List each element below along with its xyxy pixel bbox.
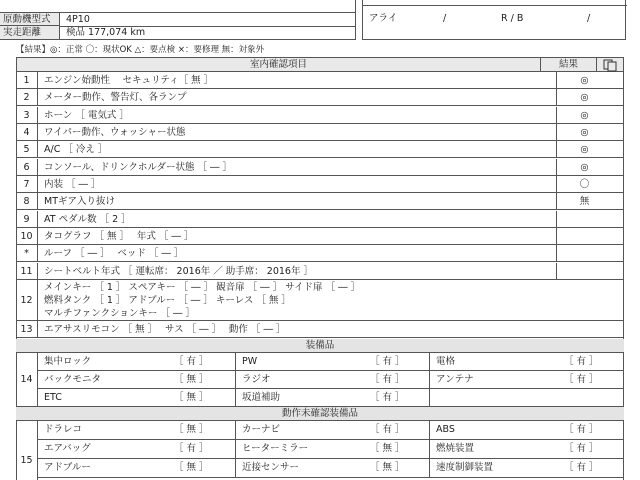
equipment-value: ［ 有 ］: [174, 356, 209, 367]
inspection-row: [16, 107, 624, 124]
equipment-header: [16, 339, 624, 353]
inspection-row-num: 1: [16, 72, 38, 88]
equipment-name: バックモニタ: [44, 374, 102, 385]
equipment-cell: [430, 389, 624, 407]
equipment-cell: [430, 440, 624, 459]
inspection-row-num: 4: [16, 124, 38, 140]
unverified-title: 動作未確認装備品: [281, 408, 358, 419]
info-table: [0, 0, 356, 40]
inspection-row: [16, 211, 624, 228]
equipment-name: 速度制御装置: [436, 462, 494, 473]
equipment-num-label: 14: [20, 374, 33, 385]
row-13: [16, 321, 624, 338]
inspection-row: [16, 193, 624, 210]
inspection-row: [16, 263, 624, 280]
inspection-row-num: 10: [16, 228, 38, 244]
inspection-row: [16, 176, 624, 193]
equipment-name: ETC: [44, 392, 62, 403]
equipment-value: ［ 有 ］: [564, 356, 599, 367]
inspection-row-result: [556, 263, 612, 279]
arai-table: [362, 0, 626, 40]
inspection-row-num: 8: [16, 193, 38, 209]
equipment-name: 電格: [436, 356, 456, 367]
inspection-row-num: 7: [16, 176, 38, 192]
unverified-num: [16, 421, 38, 480]
equipment-cell: [430, 353, 624, 371]
inspection-row-num: 5: [16, 141, 38, 157]
inspection-row-result: 〇: [556, 176, 612, 192]
inspection-row: [16, 89, 624, 106]
row-12-line-2: 燃料タンク ［ 1 ］ アドブルー ［ ― ］ キーレス ［ 無 ］: [44, 295, 291, 306]
equipment-value: ［ 有 ］: [370, 424, 405, 435]
inspection-header: [17, 58, 540, 72]
inspection-row-result: [556, 228, 612, 244]
arai-slash-1: /: [443, 13, 447, 24]
equipment-name: ラジオ: [242, 374, 271, 385]
inspection-row-result: ◎: [556, 72, 612, 88]
inspection-row-num: 3: [16, 107, 38, 123]
row-13-label: エアサスリモコン ［ 無 ］ サス ［ ― ］ 動作 ［ ― ］: [44, 324, 286, 335]
equipment-name: エアバッグ: [44, 443, 91, 454]
result-legend: 【結果】◎：正常 〇：現状OK △：要点検 ×：要修理 無：対象外: [16, 45, 265, 55]
inspection-row-num: 2: [16, 89, 38, 105]
equipment-value: ［ 無 ］: [174, 462, 209, 473]
equipment-value: ［ 有 ］: [564, 374, 599, 385]
equipment-value: ［ 有 ］: [370, 374, 405, 385]
equipment-value: ［ 無 ］: [370, 462, 405, 473]
inspection-row: [16, 124, 624, 141]
inspection-row-label: AT ペダル数 ［ 2 ］: [44, 213, 131, 225]
equipment-cell: [38, 421, 236, 440]
equipment-value: ［ 無 ］: [174, 392, 209, 403]
inspection-row: [16, 141, 624, 158]
inspection-row-label: 内装 ［ ― ］: [44, 178, 101, 190]
equipment-cell: [236, 459, 430, 478]
result-header: [540, 58, 596, 72]
inspection-row-label: A/C ［ 冷え ］: [44, 144, 108, 156]
row-12-num: 12: [16, 280, 38, 321]
arai-label: アライ: [369, 13, 398, 24]
unverified-num-label: 15: [20, 455, 33, 466]
equipment-cell: [38, 440, 236, 459]
result-header-label: 結果: [558, 59, 578, 70]
equipment-cell: [38, 371, 236, 389]
inspection-row-label: ルーフ ［ ― ］ ベッド ［ ― ］: [44, 248, 184, 260]
inspection-row: [16, 159, 624, 176]
equipment-value: ［ 有 ］: [370, 356, 405, 367]
inspection-row-label: エンジン始動性 セキュリティ［ 無 ］: [44, 75, 214, 86]
row-13-num: 13: [16, 321, 38, 337]
inspection-header-title: 室内確認項目: [249, 59, 307, 70]
mileage-label: 実走距離: [3, 27, 42, 38]
unverified-header: [16, 407, 624, 421]
equipment-cell: [236, 421, 430, 440]
inspection-row-num: 9: [16, 211, 38, 227]
equipment-cell: [236, 440, 430, 459]
equipment-value: ［ 有 ］: [564, 462, 599, 473]
inspection-row-label: タコグラフ ［ 無 ］ 年式 ［ ― ］: [44, 230, 194, 242]
model-label: 原動機型式: [3, 14, 51, 25]
equipment-value: ［ 有 ］: [564, 424, 599, 435]
copy-icon[interactable]: [596, 58, 623, 72]
equipment-name: ABS: [436, 424, 455, 435]
inspection-row-result: ◎: [556, 107, 612, 123]
inspection-row-result: 無: [556, 193, 612, 209]
equipment-name: アドブルー: [44, 462, 91, 473]
mileage-label-cell: [0, 26, 60, 39]
equipment-value: ［ 無 ］: [370, 443, 405, 454]
row-12-line-3: マルチファンクションキー ［ ― ］: [44, 308, 195, 319]
inspection-row-result: ◎: [556, 89, 612, 105]
inspection-row-label: コンソール、ドリンクホルダー状態 ［ ― ］: [44, 161, 233, 173]
equipment-name: カーナビ: [242, 424, 281, 435]
inspection-row: [16, 72, 624, 89]
equipment-value: ［ 有 ］: [174, 443, 209, 454]
equipment-cell: [38, 389, 236, 407]
equipment-cell: [430, 371, 624, 389]
equipment-value: ［ 有 ］: [564, 443, 599, 454]
equipment-name: PW: [242, 356, 258, 367]
equipment-cell: [38, 353, 236, 371]
inspection-row-label: ワイパー動作、ウォッシャー状態: [44, 126, 186, 138]
model-value: 4P10: [66, 14, 90, 25]
inspection-row-num: *: [16, 245, 38, 261]
inspection-row: [16, 245, 624, 262]
equipment-name: 近接センサー: [242, 462, 300, 473]
inspection-row-result: ◎: [556, 141, 612, 157]
equipment-cell: [430, 459, 624, 478]
inspection-row-num: 6: [16, 159, 38, 175]
equipment-cell: [236, 371, 430, 389]
equipment-name: アンテナ: [436, 374, 474, 385]
mileage-value: 検品 177,074 km: [66, 27, 146, 38]
equipment-name: 集中ロック: [44, 356, 92, 367]
equipment-name: ヒーターミラー: [242, 443, 309, 454]
inspection-row-num: 11: [16, 263, 38, 279]
equipment-title: 装備品: [305, 340, 335, 351]
equipment-name: 燃焼装置: [436, 443, 475, 454]
equipment-name: 坂道補助: [242, 392, 281, 403]
arai-rb: R / B: [501, 13, 524, 24]
inspection-row-result: ◎: [556, 159, 612, 175]
equipment-value: ［ 有 ］: [370, 392, 405, 403]
inspection-row-label: MTギア入り抜け: [44, 196, 115, 208]
arai-slash-2: /: [587, 13, 591, 24]
model-label-cell: [0, 13, 60, 26]
inspection-row-result: [556, 245, 612, 261]
inspection-row: [16, 228, 624, 245]
equipment-name: ドラレコ: [44, 424, 83, 435]
equipment-value: ［ 無 ］: [174, 374, 209, 385]
inspection-row-label: ホーン ［ 電気式 ］: [44, 109, 129, 121]
equipment-cell: [236, 389, 430, 407]
equipment-value: ［ 無 ］: [174, 424, 209, 435]
inspection-row-label: シートベルト年式 ［ 運転席： 2016年 ／ 助手席： 2016年 ］: [44, 265, 313, 277]
equipment-cell: [430, 421, 624, 440]
equipment-cell: [38, 459, 236, 478]
row-12-line-1: メインキー ［ 1 ］ スペアキー ［ ― ］ 観音扉 ［ ― ］ サイド扉 ［ ― ］: [44, 282, 361, 293]
equipment-cell: [236, 353, 430, 371]
row-12: [16, 280, 624, 321]
inspection-row-label: メーター動作、警告灯、各ランプ: [44, 92, 187, 104]
inspection-row-result: ◎: [556, 124, 612, 140]
inspection-row-result: [556, 211, 612, 227]
equipment-num: [16, 353, 38, 407]
